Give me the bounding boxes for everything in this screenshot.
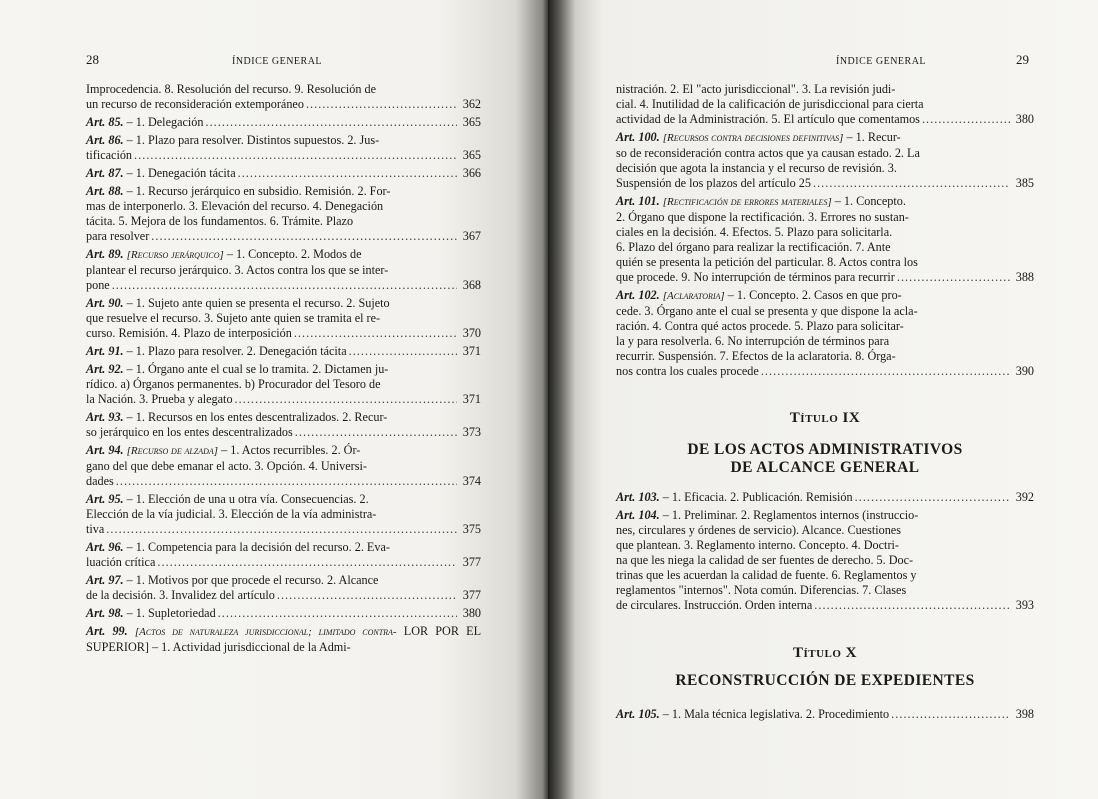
page-reference: 368 xyxy=(462,278,481,292)
article-title: [Rectificación de errores materiales] xyxy=(662,196,832,208)
entry-line xyxy=(616,568,1034,583)
entry-line-text: – 1. Recursos en los entes descentralizados. 2. Recur- xyxy=(126,410,388,424)
page-reference: 371 xyxy=(462,392,481,406)
article-number: Art. 100. xyxy=(616,130,660,144)
entry-line-text: tiva xyxy=(86,522,105,536)
entry-text xyxy=(86,606,216,621)
entry-line xyxy=(86,82,481,97)
entry-line xyxy=(616,583,1034,598)
page-reference: 362 xyxy=(462,97,481,111)
entry-line-text: na que les niega la calidad de ser fuentes de derecho. 5. Doc- xyxy=(616,553,914,567)
entry-line-text: para resolver xyxy=(86,229,150,243)
entry-line-text: Suspensión de los plazos del artículo 25 xyxy=(616,176,811,190)
entry-text xyxy=(616,707,889,722)
entry-last-line xyxy=(616,364,1034,379)
entry-text xyxy=(616,490,853,505)
entry-last-line xyxy=(616,176,1034,191)
index-entries xyxy=(86,82,481,658)
article-number: Art. 103. xyxy=(616,490,660,504)
index-entry xyxy=(616,490,1034,505)
entry-line-text: nos contra los cuales procede xyxy=(616,364,759,378)
entry-text xyxy=(86,326,292,341)
entry-line xyxy=(86,507,481,522)
entry-line xyxy=(616,255,1034,270)
index-entry xyxy=(86,115,481,130)
article-number: Art. 96. xyxy=(86,540,124,554)
entry-line-text: recurrir. Suspensión. 7. Efectos de la aclaratoria. 8. Órga- xyxy=(616,349,896,363)
entry-line-text: actividad de la Administración. 5. El artículo que comentamos xyxy=(616,112,920,126)
index-entry xyxy=(86,184,481,244)
entry-line-text: gano del que debe emanar el acto. 3. Opción. 4. Universi- xyxy=(86,459,367,473)
leader-dots xyxy=(205,115,457,130)
article-number: Art. 90. xyxy=(86,296,124,310)
entry-line-text: – 1. Recur- xyxy=(846,130,901,144)
entry-last-line xyxy=(86,326,481,341)
entry-line xyxy=(86,377,481,392)
entry-line-text: tificación xyxy=(86,148,133,162)
entry-last-line xyxy=(86,606,481,621)
article-number: Art. 95. xyxy=(86,492,124,506)
article-number: Art. 94. xyxy=(86,443,124,457)
article-number: Art. 92. xyxy=(86,362,124,376)
page-reference: 380 xyxy=(1015,112,1034,126)
leader-dots xyxy=(295,425,457,440)
entry-line-text: – 1. Recurso jerárquico en subsidio. Remisión. 2. For- xyxy=(126,184,391,198)
leader-dots xyxy=(151,229,457,244)
entry-last-line xyxy=(86,392,481,407)
article-number: Art. 88. xyxy=(86,184,124,198)
index-entry xyxy=(86,296,481,341)
entry-line-text: LOR POR EL SUPERIOR] – 1. Actividad jurisdiccional de la Admi- xyxy=(86,624,482,654)
entry-line-text: la Nación. 3. Prueba y alegato xyxy=(86,392,233,406)
entry-line-text: luación crítica xyxy=(86,555,156,569)
entry-line-text: 6. Plazo del órgano para realizar la rectificación. 7. Ante xyxy=(616,240,891,254)
index-entry xyxy=(86,573,481,603)
entry-line xyxy=(86,624,481,655)
page-number: 29 xyxy=(1016,52,1029,67)
entry-line xyxy=(616,304,1034,319)
article-number: Art. 102. xyxy=(616,288,660,302)
index-entry xyxy=(86,82,481,112)
titulo-label: Título IX xyxy=(789,410,861,426)
entry-line-text: – 1. Concepto. 2. Modos de xyxy=(226,247,362,261)
entry-line xyxy=(616,82,1034,97)
entry-text xyxy=(86,588,275,603)
entry-line xyxy=(616,146,1034,161)
entry-line-text: decisión que agota la instancia y el recurso de revisión. 3. xyxy=(616,161,897,175)
page-reference: 392 xyxy=(1015,490,1034,504)
page-reference: 366 xyxy=(462,166,481,180)
entry-line-text: curso. Remisión. 4. Plazo de interposición xyxy=(86,326,292,340)
entry-line xyxy=(616,553,1034,568)
entry-text xyxy=(616,598,812,613)
index-entries xyxy=(616,707,1034,725)
leader-dots xyxy=(238,166,457,181)
entry-line-text: que procede. 9. No interrupción de términos para recurrir xyxy=(616,270,895,284)
entry-line-text: de la decisión. 3. Invalidez del artículo xyxy=(86,588,275,602)
entry-last-line xyxy=(86,97,481,112)
page-reference: 365 xyxy=(462,115,481,129)
index-entry xyxy=(616,194,1034,285)
right-page xyxy=(548,0,1098,799)
page-reference: 393 xyxy=(1015,598,1034,612)
entry-line xyxy=(616,210,1034,225)
entry-text xyxy=(616,112,920,127)
entry-line-text: 2. Órgano que dispone la rectificación. 3. Errores no sustan- xyxy=(616,210,909,224)
entry-line-text: – 1. Sujeto ante quien se presenta el recurso. 2. Sujeto xyxy=(126,296,390,310)
entry-line xyxy=(616,161,1034,176)
entry-line xyxy=(86,214,481,229)
page-reference: 371 xyxy=(462,344,481,358)
entry-line xyxy=(616,334,1034,349)
entry-last-line xyxy=(616,112,1034,127)
leader-dots xyxy=(349,344,457,359)
entry-line-text: pone xyxy=(86,278,110,292)
index-entry xyxy=(86,410,481,440)
leader-dots xyxy=(922,112,1010,127)
entry-last-line xyxy=(86,522,481,537)
entry-line-text: – 1. Mala técnica legislativa. 2. Procedimiento xyxy=(662,707,890,721)
article-number: Art. 104. xyxy=(616,508,660,522)
index-entry xyxy=(616,707,1034,722)
article-number: Art. 105. xyxy=(616,707,660,721)
leader-dots xyxy=(855,490,1010,505)
entry-last-line xyxy=(616,598,1034,613)
entry-text xyxy=(616,270,895,285)
article-title: [Aclaratoria] xyxy=(662,290,725,302)
entry-text xyxy=(616,364,759,379)
entry-line xyxy=(86,133,481,148)
page-reference: 377 xyxy=(462,555,481,569)
entry-line xyxy=(616,130,1034,146)
entry-line xyxy=(86,573,481,588)
entry-line-text: – 1. Concepto. 2. Casos en que pro- xyxy=(727,288,902,302)
entry-line-text: – 1. Eficacia. 2. Publicación. Remisión xyxy=(662,490,853,504)
entry-line xyxy=(86,362,481,377)
entry-line-text: Improcedencia. 8. Resolución del recurso. 9. Resolución de xyxy=(86,82,377,96)
entry-line xyxy=(616,194,1034,210)
leader-dots xyxy=(761,364,1010,379)
entry-line xyxy=(86,492,481,507)
leader-dots xyxy=(157,555,457,570)
left-page xyxy=(0,0,548,799)
entry-line xyxy=(86,410,481,425)
entry-last-line xyxy=(86,344,481,359)
page-reference: 390 xyxy=(1015,364,1034,378)
article-number: Art. 97. xyxy=(86,573,124,587)
leader-dots xyxy=(112,278,457,293)
index-entry xyxy=(616,288,1034,379)
titulo-heading-line2: DE ALCANCE GENERAL xyxy=(730,459,920,476)
entry-line-text: – 1. Plazo para resolver. 2. Denegación tácita xyxy=(126,344,347,358)
entry-last-line xyxy=(86,166,481,181)
entry-line xyxy=(616,288,1034,304)
titulo-x xyxy=(616,645,1034,690)
entry-text xyxy=(86,425,293,440)
page-reference: 388 xyxy=(1015,270,1034,284)
index-entry xyxy=(86,606,481,621)
article-title: [Recurso jerárquico] xyxy=(126,249,224,261)
entry-line-text: tácita. 5. Mejora de los fundamentos. 6. Trámite. Plazo xyxy=(86,214,354,228)
leader-dots xyxy=(306,97,457,112)
page-reference: 365 xyxy=(462,148,481,162)
entry-last-line xyxy=(86,425,481,440)
entry-line-text: rídico. a) Órganos permanentes. b) Procurador del Tesoro de xyxy=(86,377,381,391)
article-number: Art. 93. xyxy=(86,410,124,424)
entry-line xyxy=(86,296,481,311)
entry-line xyxy=(616,349,1034,364)
page-reference: 375 xyxy=(462,522,481,536)
entry-line-text: – 1. Actos recurribles. 2. Ór- xyxy=(221,443,361,457)
page-reference: 380 xyxy=(462,606,481,620)
entry-text xyxy=(86,344,347,359)
article-number: Art. 86. xyxy=(86,133,124,147)
entry-last-line xyxy=(616,270,1034,285)
index-entry xyxy=(86,492,481,537)
index-entry xyxy=(86,362,481,407)
entry-line-text: – 1. Motivos por que procede el recurso. 2. Alcance xyxy=(126,573,379,587)
entry-line-text: – 1. Elección de una u otra vía. Consecuencias. 2. xyxy=(126,492,369,506)
index-entry xyxy=(86,443,481,489)
entry-line-text: de circulares. Instrucción. Orden interna xyxy=(616,598,813,612)
page-reference: 367 xyxy=(462,229,481,243)
index-entry xyxy=(616,82,1034,127)
entry-text xyxy=(86,97,304,112)
article-title: [Recursos contra decisiones definitivas] xyxy=(662,132,844,144)
entry-line-text: que resuelve el recurso. 3. Sujeto ante quien se tramita el re- xyxy=(86,311,381,325)
leader-dots xyxy=(813,176,1010,191)
index-entry xyxy=(86,344,481,359)
entry-line-text: – 1. Denegación tácita xyxy=(126,166,236,180)
entry-line xyxy=(616,240,1034,255)
entry-line-text: ración. 4. Contra qué actos procede. 5. Plazo para solicitar- xyxy=(616,319,904,333)
leader-dots xyxy=(294,326,457,341)
entry-text xyxy=(86,278,110,293)
page-reference: 398 xyxy=(1015,707,1034,721)
entry-text xyxy=(86,229,149,244)
article-number: Art. 99. xyxy=(86,624,128,638)
entry-line xyxy=(616,97,1034,112)
page-reference: 374 xyxy=(462,474,481,488)
entry-line xyxy=(616,523,1034,538)
index-entry xyxy=(86,624,481,655)
article-number: Art. 85. xyxy=(86,115,124,129)
index-entry xyxy=(86,540,481,570)
article-number: Art. 98. xyxy=(86,606,124,620)
article-title: [Actos de naturaleza jurisdiccional; limitado contra- xyxy=(134,626,397,638)
entry-last-line xyxy=(86,148,481,163)
entry-line xyxy=(616,319,1034,334)
index-entry xyxy=(86,166,481,181)
leader-dots xyxy=(277,588,457,603)
entry-line-text: mas de interponerlo. 3. Elevación del recurso. 4. Denegación xyxy=(86,199,384,213)
titulo-heading-line1: DE LOS ACTOS ADMINISTRATIVOS xyxy=(687,441,963,458)
entry-line-text: – 1. Competencia para la decisión del recurso. 2. Eva- xyxy=(126,540,390,554)
entry-text xyxy=(86,474,114,489)
leader-dots xyxy=(891,707,1010,722)
entry-line-text: nistración. 2. El "acto jurisdiccional". 3. La revisión judi- xyxy=(616,82,896,96)
index-entry xyxy=(616,508,1034,613)
leader-dots xyxy=(897,270,1010,285)
titulo-label: Título X xyxy=(792,645,858,661)
entry-line-text: quién se presenta la petición del particular. 8. Actos contra los xyxy=(616,255,918,269)
leader-dots xyxy=(106,522,457,537)
page-reference: 373 xyxy=(462,425,481,439)
entry-last-line xyxy=(86,474,481,489)
entry-last-line xyxy=(616,707,1034,722)
entry-text xyxy=(616,176,811,191)
entry-line-text: Elección de la vía judicial. 3. Elección de la vía administra- xyxy=(86,507,377,521)
entry-line-text: plantear el recurso jerárquico. 3. Actos contra los que se inter- xyxy=(86,263,389,277)
index-entries xyxy=(616,82,1034,382)
entry-line-text: so jerárquico en los entes descentralizados xyxy=(86,425,293,439)
index-entry xyxy=(86,133,481,163)
entry-last-line xyxy=(86,115,481,130)
entry-line xyxy=(616,508,1034,523)
entry-line-text: – 1. Supletoriedad xyxy=(126,606,216,620)
entry-line-text: nes, circulares y órdenes de servicio). Alcance. Cuestiones xyxy=(616,523,901,537)
article-number: Art. 91. xyxy=(86,344,124,358)
entry-line xyxy=(86,540,481,555)
entry-line xyxy=(86,247,481,263)
entry-line-text: – 1. Preliminar. 2. Reglamentos internos (instruccio- xyxy=(662,508,919,522)
entry-last-line xyxy=(86,555,481,570)
entry-text xyxy=(86,522,104,537)
page-reference: 385 xyxy=(1015,176,1034,190)
entry-line-text: cede. 3. Órgano ante el cual se presenta y que dispone la acla- xyxy=(616,304,918,318)
leader-dots xyxy=(218,606,457,621)
entry-last-line xyxy=(616,490,1034,505)
leader-dots xyxy=(116,474,457,489)
entry-line xyxy=(86,311,481,326)
entry-line xyxy=(86,459,481,474)
entry-text xyxy=(86,166,236,181)
titulo-heading-line1: RECONSTRUCCIÓN DE EXPEDIENTES xyxy=(675,672,975,689)
entry-line-text: dades xyxy=(86,474,114,488)
entry-line-text: – 1. Órgano ante el cual se lo tramita. 2. Dictamen ju- xyxy=(126,362,389,376)
entry-last-line xyxy=(86,588,481,603)
entry-line xyxy=(86,263,481,278)
article-number: Art. 87. xyxy=(86,166,124,180)
entry-line-text: cial. 4. Inutilidad de la calificación de jurisdiccional para cierta xyxy=(616,97,924,111)
entry-line-text: un recurso de reconsideración extemporáneo xyxy=(86,97,304,111)
entry-text xyxy=(86,115,203,130)
entry-line-text: – 1. Delegación xyxy=(126,115,204,129)
entry-line xyxy=(616,538,1034,553)
entry-text xyxy=(86,555,155,570)
leader-dots xyxy=(134,148,457,163)
page-reference: 370 xyxy=(462,326,481,340)
entry-line xyxy=(86,184,481,199)
entry-line-text: – 1. Plazo para resolver. Distintos supuestos. 2. Jus- xyxy=(126,133,380,147)
index-entries xyxy=(616,490,1034,616)
running-head: ÍNDICE GENERAL xyxy=(232,56,323,67)
entry-line xyxy=(86,199,481,214)
running-head: ÍNDICE GENERAL xyxy=(836,56,927,67)
entry-line-text: la y para resolverla. 6. No interrupción de términos para xyxy=(616,334,890,348)
article-title: [Recurso de alzada] xyxy=(126,445,219,457)
page-number: 28 xyxy=(86,52,99,67)
entry-line-text: que plantean. 3. Reglamento interno. Concepto. 4. Doctri- xyxy=(616,538,899,552)
article-number: Art. 101. xyxy=(616,194,660,208)
entry-line-text: – 1. Concepto. xyxy=(834,194,906,208)
entry-last-line xyxy=(86,278,481,293)
entry-text xyxy=(86,148,132,163)
entry-text xyxy=(86,392,233,407)
article-number: Art. 89. xyxy=(86,247,124,261)
index-entry xyxy=(86,247,481,293)
index-entry xyxy=(616,130,1034,191)
page-reference: 377 xyxy=(462,588,481,602)
entry-line-text: ciales en la decisión. 4. Efectos. 5. Plazo para solicitarla. xyxy=(616,225,893,239)
entry-last-line xyxy=(86,229,481,244)
entry-line-text: trinas que les acuerdan la calidad de fuente. 6. Reglamentos y xyxy=(616,568,917,582)
entry-line xyxy=(616,225,1034,240)
leader-dots xyxy=(235,392,457,407)
leader-dots xyxy=(814,598,1010,613)
entry-line-text: so de reconsideración contra actos que ya causan estado. 2. La xyxy=(616,146,920,160)
entry-line-text: reglamentos "internos". Nota común. Diferencias. 7. Clases xyxy=(616,583,907,597)
entry-line xyxy=(86,443,481,459)
titulo-ix xyxy=(616,410,1034,477)
